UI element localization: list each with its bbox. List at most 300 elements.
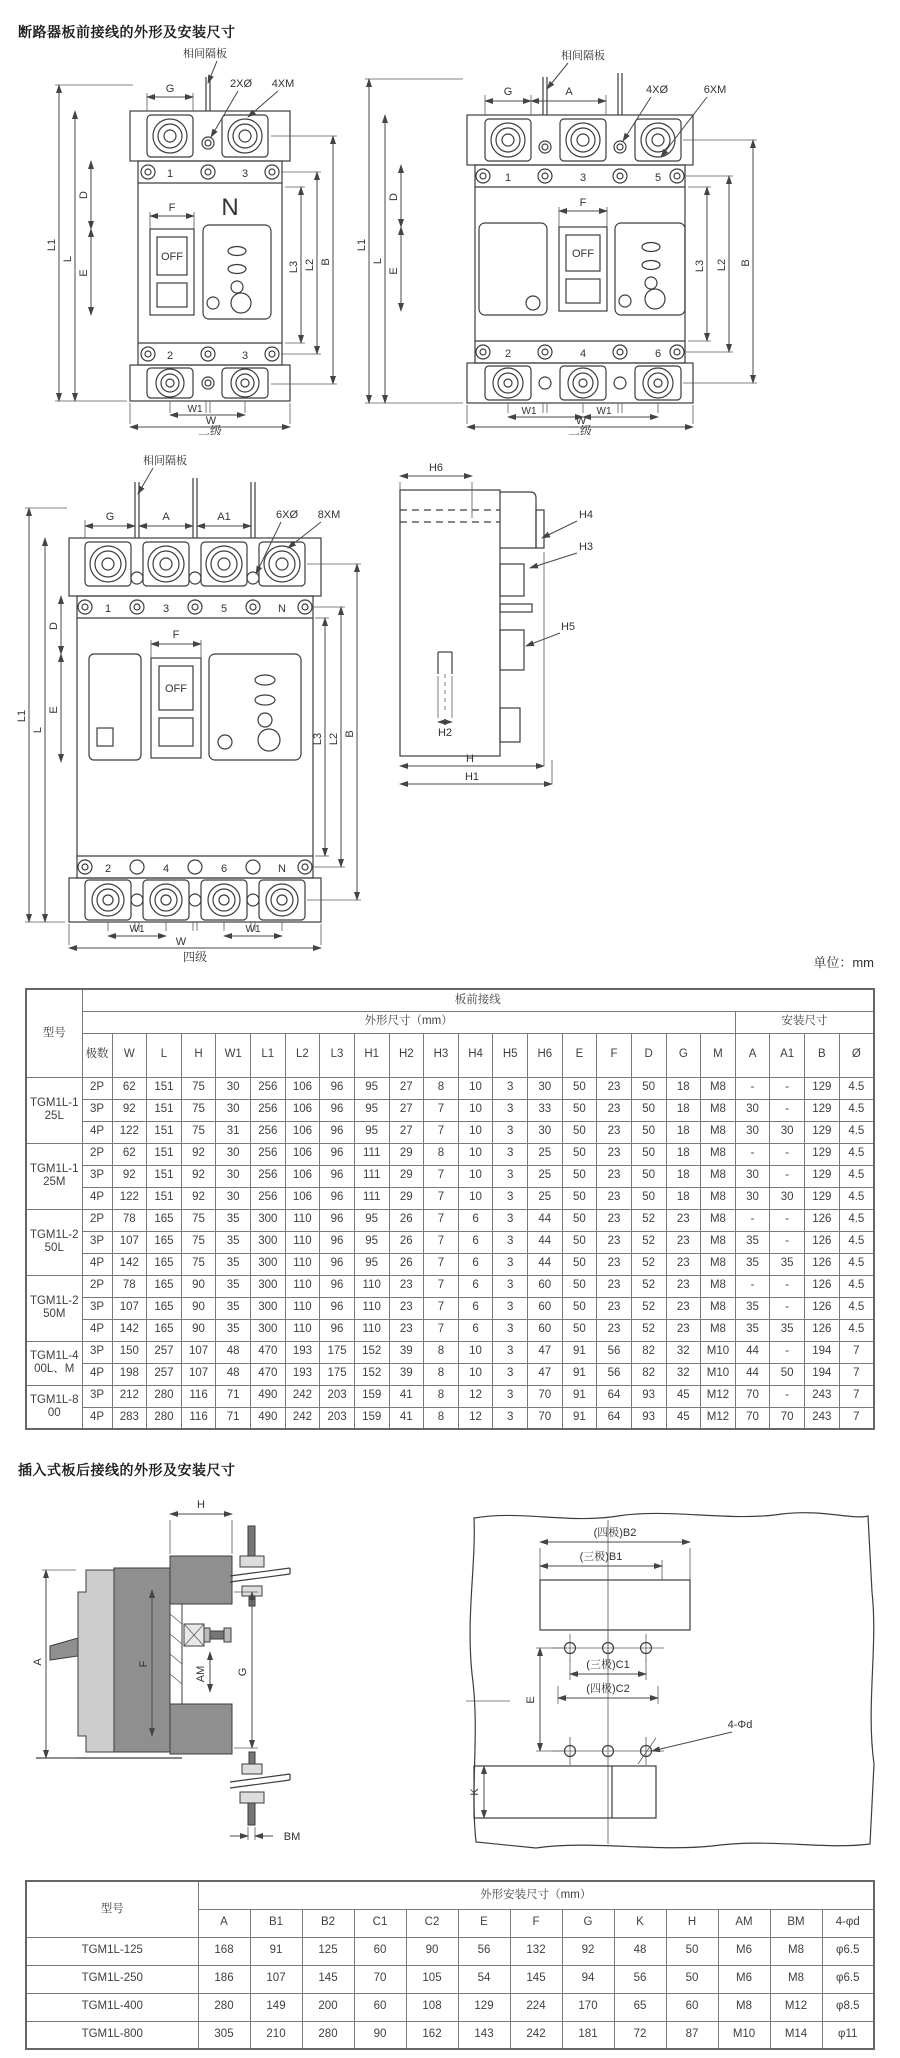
dim-cell: 71 — [216, 1407, 251, 1429]
dim-cell: 159 — [354, 1407, 389, 1429]
poles-cell: 3P — [82, 1341, 112, 1363]
model-cell: TGM1L-250L — [26, 1209, 82, 1275]
dim-cell: 27 — [389, 1099, 424, 1121]
dim-cell: 186 — [198, 1965, 250, 1993]
dim-cell: 6 — [458, 1319, 493, 1341]
poles-cell: 2P — [82, 1143, 112, 1165]
dim-cell: 27 — [389, 1121, 424, 1143]
drawing-mounting-plate — [440, 1496, 890, 1856]
dim-cell: 6 — [458, 1275, 493, 1297]
dim-cell: M8 — [718, 1993, 770, 2021]
col-header: W1 — [216, 1033, 251, 1077]
dim-cell: 62 — [112, 1143, 147, 1165]
dim-cell: 35 — [216, 1209, 251, 1231]
table-row — [26, 2021, 874, 2049]
drawing-front-4pole — [15, 448, 365, 963]
terminal-number: 3 — [241, 168, 249, 180]
dim-cell: 106 — [285, 1165, 320, 1187]
dim-cell: 50 — [631, 1143, 666, 1165]
table-row — [26, 1993, 874, 2021]
dim-cell: 10 — [458, 1143, 493, 1165]
dim-cell: 30 — [216, 1099, 251, 1121]
table-row — [26, 1077, 874, 1099]
model-cell: TGM1L-800 — [26, 1385, 82, 1429]
dim-cell: 56 — [458, 1937, 510, 1965]
dim-label-g: G — [503, 86, 513, 98]
drawing-front-2pole — [45, 45, 345, 435]
dim-cell: 143 — [458, 2021, 510, 2049]
terminal-number: 5 — [654, 172, 662, 184]
dim-cell: 305 — [198, 2021, 250, 2049]
dim-label-w: W — [175, 936, 187, 948]
dim-cell: 3 — [493, 1341, 528, 1363]
dim-cell: M14 — [770, 2021, 822, 2049]
dim-cell: 48 — [216, 1341, 251, 1363]
dim-cell: 129 — [805, 1121, 840, 1143]
model-header: 型号 — [26, 1881, 198, 1937]
dim-cell: 50 — [562, 1319, 597, 1341]
dim-cell: 23 — [666, 1209, 701, 1231]
unit-note: 单位：mm — [813, 955, 874, 970]
dim-cell: 256 — [251, 1165, 286, 1187]
dim-cell: 3 — [493, 1165, 528, 1187]
dim-cell: φ6.5 — [822, 1937, 874, 1965]
dim-cell: 300 — [251, 1231, 286, 1253]
dim-cell: - — [770, 1077, 805, 1099]
dim-cell: 7 — [424, 1319, 459, 1341]
dim-cell: 18 — [666, 1099, 701, 1121]
dim-cell: 3 — [493, 1407, 528, 1429]
dim-cell: 198 — [112, 1363, 147, 1385]
holes-label: 6XØ — [275, 509, 299, 521]
dim-cell: - — [770, 1385, 805, 1407]
dim-cell: 170 — [562, 1993, 614, 2021]
table-row — [26, 1363, 874, 1385]
dim-label-f: F — [579, 197, 587, 209]
dim-cell: 110 — [285, 1231, 320, 1253]
dim-cell: 96 — [320, 1165, 355, 1187]
drawing-front-3pole — [355, 45, 800, 435]
dim-cell: M10 — [701, 1341, 736, 1363]
dim-cell: 300 — [251, 1275, 286, 1297]
dim-label-f: F — [172, 629, 180, 641]
model-cell: TGM1L-125 — [26, 1937, 198, 1965]
col-header: C2 — [406, 1909, 458, 1937]
dim-cell: 490 — [251, 1407, 286, 1429]
dim-cell: 23 — [597, 1319, 632, 1341]
dim-cell: - — [770, 1143, 805, 1165]
dim-label-w1: W1 — [245, 924, 261, 935]
dim-cell: 25 — [528, 1187, 563, 1209]
dim-cell: - — [735, 1275, 770, 1297]
terminal-number: 2 — [504, 348, 512, 360]
dim-cell: 30 — [735, 1187, 770, 1209]
dim-label-w: W — [205, 415, 217, 427]
col-header: F — [510, 1909, 562, 1937]
dim-cell: 47 — [528, 1341, 563, 1363]
col-header: H2 — [389, 1033, 424, 1077]
dim-cell: 52 — [631, 1319, 666, 1341]
dim-label-a1: A1 — [217, 511, 231, 523]
dim-cell: 10 — [458, 1165, 493, 1187]
dim-cell: 96 — [320, 1209, 355, 1231]
dim-cell: - — [770, 1297, 805, 1319]
dim-cell: 50 — [562, 1209, 597, 1231]
dim-cell: 8 — [424, 1077, 459, 1099]
dim-cell: 52 — [631, 1297, 666, 1319]
dim-cell: - — [735, 1209, 770, 1231]
section2-title: 插入式板后接线的外形及安装尺寸 — [18, 1462, 236, 1478]
dim-label-w1: W1 — [129, 924, 145, 935]
dim-cell: 23 — [597, 1275, 632, 1297]
dim-cell: 29 — [389, 1187, 424, 1209]
dim-cell: - — [770, 1341, 805, 1363]
dim-label-e: E — [388, 267, 400, 275]
dim-cell: 75 — [181, 1077, 216, 1099]
dim-cell: 96 — [320, 1275, 355, 1297]
holes-label: 2XØ — [229, 78, 253, 90]
dim-label-g: G — [165, 83, 175, 95]
dim-cell: 7 — [424, 1297, 459, 1319]
dim-cell: 30 — [770, 1121, 805, 1143]
dim-cell: 75 — [181, 1121, 216, 1143]
dim-cell: 159 — [354, 1385, 389, 1407]
dim-cell: 52 — [631, 1209, 666, 1231]
dim-cell: 70 — [735, 1407, 770, 1429]
screws-label: 4XM — [271, 78, 295, 90]
dim-cell: 7 — [839, 1341, 874, 1363]
dim-cell: 23 — [389, 1319, 424, 1341]
dim-cell: 35 — [216, 1231, 251, 1253]
col-header: L2 — [285, 1033, 320, 1077]
dim-cell: 300 — [251, 1297, 286, 1319]
dim-cell: 4.5 — [839, 1099, 874, 1121]
dim-cell: 129 — [805, 1187, 840, 1209]
dim-label-f: F — [138, 1660, 150, 1668]
dim-label-g: G — [105, 511, 115, 523]
dim-cell: 95 — [354, 1121, 389, 1143]
dim-label-e: E — [78, 269, 90, 277]
table-row — [26, 1319, 874, 1341]
dim-cell: 242 — [510, 2021, 562, 2049]
dim-label-l1: L1 — [16, 709, 28, 723]
dim-cell: 110 — [285, 1319, 320, 1341]
dim-cell: M12 — [701, 1407, 736, 1429]
dim-cell: 7 — [424, 1165, 459, 1187]
dim-cell: 110 — [285, 1209, 320, 1231]
dim-cell: 32 — [666, 1341, 701, 1363]
dim-label-w: W — [575, 415, 587, 427]
dim-cell: 23 — [389, 1297, 424, 1319]
dim-cell: 224 — [510, 1993, 562, 2021]
dim-cell: 27 — [389, 1077, 424, 1099]
off-label: OFF — [572, 248, 594, 260]
dim-label-d: D — [388, 193, 400, 201]
terminal-number: 5 — [220, 603, 228, 615]
dim-cell: 44 — [528, 1209, 563, 1231]
dim-cell: M10 — [718, 2021, 770, 2049]
dim-cell: 30 — [528, 1121, 563, 1143]
plate-body — [466, 1513, 874, 1848]
col-header: A — [735, 1033, 770, 1077]
terminal-number: 3 — [241, 350, 249, 362]
terminal-number: 6 — [654, 348, 662, 360]
dim-cell: 30 — [528, 1077, 563, 1099]
col-header: K — [614, 1909, 666, 1937]
poles-cell: 3P — [82, 1165, 112, 1187]
dim-cell: 50 — [562, 1231, 597, 1253]
dim-cell: 30 — [770, 1187, 805, 1209]
dim-cell: 44 — [735, 1341, 770, 1363]
dim-label-h2: H2 — [437, 727, 453, 739]
rear-mounting-table — [25, 1880, 875, 2050]
col-header: E — [562, 1033, 597, 1077]
dim-cell: 93 — [631, 1407, 666, 1429]
dim-label-bm: BM — [283, 1831, 301, 1843]
dim-cell: 7 — [424, 1121, 459, 1143]
dim-cell: 108 — [406, 1993, 458, 2021]
dim-cell: 71 — [216, 1385, 251, 1407]
dim-cell: 257 — [147, 1363, 182, 1385]
terminal-number: 2 — [166, 350, 174, 362]
dim-label-a: A — [565, 86, 573, 98]
col-header: L — [147, 1033, 182, 1077]
col-header: 4-φd — [822, 1909, 874, 1937]
dim-cell: 56 — [597, 1363, 632, 1385]
dim-cell: 283 — [112, 1407, 147, 1429]
dim-cell: 194 — [805, 1363, 840, 1385]
dim-label-d: D — [48, 622, 60, 630]
pole-caption: 四级 — [182, 950, 208, 963]
col-header: A1 — [770, 1033, 805, 1077]
dim-cell: 30 — [216, 1165, 251, 1187]
dim-cell: 30 — [216, 1077, 251, 1099]
partition-label: 相间隔板 — [183, 48, 227, 60]
col-header: BM — [770, 1909, 822, 1937]
model-header: 型号 — [26, 989, 82, 1077]
dim-cell: 110 — [354, 1297, 389, 1319]
dim-cell: 50 — [631, 1099, 666, 1121]
dim-cell: 210 — [250, 2021, 302, 2049]
dim-cell: 50 — [631, 1187, 666, 1209]
dim-cell: 96 — [320, 1253, 355, 1275]
dim-cell: M8 — [701, 1077, 736, 1099]
terminal-number: 3 — [162, 603, 170, 615]
dim-label-w1: W1 — [596, 406, 612, 417]
dim-cell: 165 — [147, 1275, 182, 1297]
dim-cell: 50 — [562, 1121, 597, 1143]
dim-cell: 30 — [735, 1099, 770, 1121]
dim-cell: 18 — [666, 1143, 701, 1165]
dim-cell: 48 — [216, 1363, 251, 1385]
dim-cell: 3 — [493, 1209, 528, 1231]
dim-cell: 23 — [597, 1143, 632, 1165]
dim-cell: 6 — [458, 1209, 493, 1231]
table-row — [26, 1297, 874, 1319]
dim-cell: 3 — [493, 1253, 528, 1275]
col-header: H3 — [424, 1033, 459, 1077]
dim-cell: 8 — [424, 1341, 459, 1363]
dim-cell: 7 — [839, 1363, 874, 1385]
dim-cell: 92 — [112, 1165, 147, 1187]
dim-cell: 152 — [354, 1341, 389, 1363]
dim-cell: 3 — [493, 1099, 528, 1121]
dim-cell: 39 — [389, 1363, 424, 1385]
dim-cell: 96 — [320, 1077, 355, 1099]
dim-cell: 93 — [631, 1385, 666, 1407]
model-cell: TGM1L-125M — [26, 1143, 82, 1209]
dim-cell: M6 — [718, 1965, 770, 1993]
dim-cell: - — [770, 1209, 805, 1231]
dim-cell: 33 — [528, 1099, 563, 1121]
table-row — [26, 1407, 874, 1429]
dim-cell: 35 — [216, 1275, 251, 1297]
dim-cell: 60 — [354, 1993, 406, 2021]
dim-cell: 129 — [805, 1099, 840, 1121]
dim-cell: 280 — [198, 1993, 250, 2021]
dim-cell: 126 — [805, 1319, 840, 1341]
dim-cell: 8 — [424, 1407, 459, 1429]
dim-cell: 50 — [631, 1121, 666, 1143]
screws-label: 8XM — [317, 509, 341, 521]
dim-cell: 35 — [216, 1253, 251, 1275]
dim-cell: 92 — [181, 1187, 216, 1209]
dim-cell: 4.5 — [839, 1231, 874, 1253]
dim-label-l: L — [62, 255, 74, 263]
table-row — [26, 1937, 874, 1965]
dim-cell: 151 — [147, 1165, 182, 1187]
dim-cell: 64 — [597, 1385, 632, 1407]
dim-label-h4: H4 — [578, 509, 594, 521]
dim-cell: 78 — [112, 1209, 147, 1231]
dim-cell: 96 — [320, 1231, 355, 1253]
col-header: H1 — [354, 1033, 389, 1077]
dim-cell: φ6.5 — [822, 1965, 874, 1993]
col-header: Ø — [839, 1033, 874, 1077]
dim-cell: 96 — [320, 1297, 355, 1319]
dim-cell: M8 — [770, 1937, 822, 1965]
dim-cell: 7 — [839, 1407, 874, 1429]
dim-cell: 91 — [562, 1385, 597, 1407]
dim-cell: 129 — [805, 1077, 840, 1099]
dim-cell: 23 — [666, 1319, 701, 1341]
dim-cell: 151 — [147, 1099, 182, 1121]
dim-cell: 23 — [666, 1297, 701, 1319]
dim-cell: 243 — [805, 1407, 840, 1429]
dim-label-l3: L3 — [694, 259, 706, 273]
dim-cell: 142 — [112, 1319, 147, 1341]
dim-cell: 151 — [147, 1077, 182, 1099]
dim-cell: 165 — [147, 1209, 182, 1231]
dim-cell: 23 — [666, 1275, 701, 1297]
dim-label-b: B — [344, 730, 356, 738]
col-header: C1 — [354, 1909, 406, 1937]
dim-cell: 106 — [285, 1187, 320, 1209]
dim-cell: 50 — [770, 1363, 805, 1385]
dim-cell: 45 — [666, 1407, 701, 1429]
dim-cell: 193 — [285, 1341, 320, 1363]
front-table-body — [26, 1077, 874, 1429]
col-header: L1 — [251, 1033, 286, 1077]
table-row — [26, 1209, 874, 1231]
dim-cell: 23 — [597, 1231, 632, 1253]
dim-cell: 8 — [424, 1385, 459, 1407]
dim-cell: 126 — [805, 1209, 840, 1231]
dim-cell: 7 — [424, 1253, 459, 1275]
dim-cell: 300 — [251, 1319, 286, 1341]
dim-cell: 35 — [216, 1297, 251, 1319]
dim-cell: 92 — [112, 1099, 147, 1121]
dim-cell: 126 — [805, 1297, 840, 1319]
dim-cell: 95 — [354, 1231, 389, 1253]
dim-cell: 29 — [389, 1143, 424, 1165]
col-header: AM — [718, 1909, 770, 1937]
table-row — [26, 1143, 874, 1165]
poles-cell: 2P — [82, 1077, 112, 1099]
dim-cell: 175 — [320, 1341, 355, 1363]
holes-label: 4XØ — [645, 84, 669, 96]
dim-cell: 10 — [458, 1363, 493, 1385]
front-wiring-table — [25, 988, 875, 1430]
col-header: A — [198, 1909, 250, 1937]
dim-cell: 52 — [631, 1231, 666, 1253]
dim-cell: 30 — [216, 1143, 251, 1165]
dim-cell: 35 — [735, 1231, 770, 1253]
dim-cell: 10 — [458, 1077, 493, 1099]
dim-label-h: H — [197, 1499, 205, 1511]
poles-header: 极数 — [82, 1033, 112, 1077]
off-label: OFF — [161, 251, 183, 263]
dim-cell: 165 — [147, 1253, 182, 1275]
dim-cell: 91 — [250, 1937, 302, 1965]
dim-cell: 6 — [458, 1297, 493, 1319]
dim-cell: 70 — [770, 1407, 805, 1429]
poles-cell: 2P — [82, 1275, 112, 1297]
dim-cell: 50 — [562, 1297, 597, 1319]
dim-cell: 35 — [770, 1253, 805, 1275]
dim-cell: 29 — [389, 1165, 424, 1187]
dim-cell: 3 — [493, 1319, 528, 1341]
terminal-number: 1 — [104, 603, 112, 615]
dim-cell: 75 — [181, 1231, 216, 1253]
dim-cell: 129 — [805, 1165, 840, 1187]
dim-label-l2: L2 — [304, 258, 316, 272]
dim-cell: M12 — [701, 1385, 736, 1407]
dim-cell: M10 — [701, 1363, 736, 1385]
dim-cell: 256 — [251, 1099, 286, 1121]
dim-cell: 96 — [320, 1121, 355, 1143]
dim-cell: 23 — [597, 1099, 632, 1121]
dim-cell: 23 — [597, 1209, 632, 1231]
dim-cell: 60 — [528, 1275, 563, 1297]
terminal-number: 3 — [579, 172, 587, 184]
dim-cell: 212 — [112, 1385, 147, 1407]
dim-cell: - — [770, 1099, 805, 1121]
col-header: H4 — [458, 1033, 493, 1077]
dim-cell: 95 — [354, 1209, 389, 1231]
dim-cell: 54 — [458, 1965, 510, 1993]
group-header: 外形安装尺寸（mm） — [198, 1881, 874, 1909]
dim-cell: 31 — [216, 1121, 251, 1143]
dim-cell: M8 — [701, 1297, 736, 1319]
dim-cell: 151 — [147, 1121, 182, 1143]
dim-cell: 90 — [181, 1297, 216, 1319]
neutral-mark: N — [221, 194, 239, 221]
dim-cell: 39 — [389, 1341, 424, 1363]
terminal-number: 4 — [162, 863, 170, 875]
dim-label-b: B — [740, 259, 752, 267]
terminal-number: N — [278, 603, 286, 615]
